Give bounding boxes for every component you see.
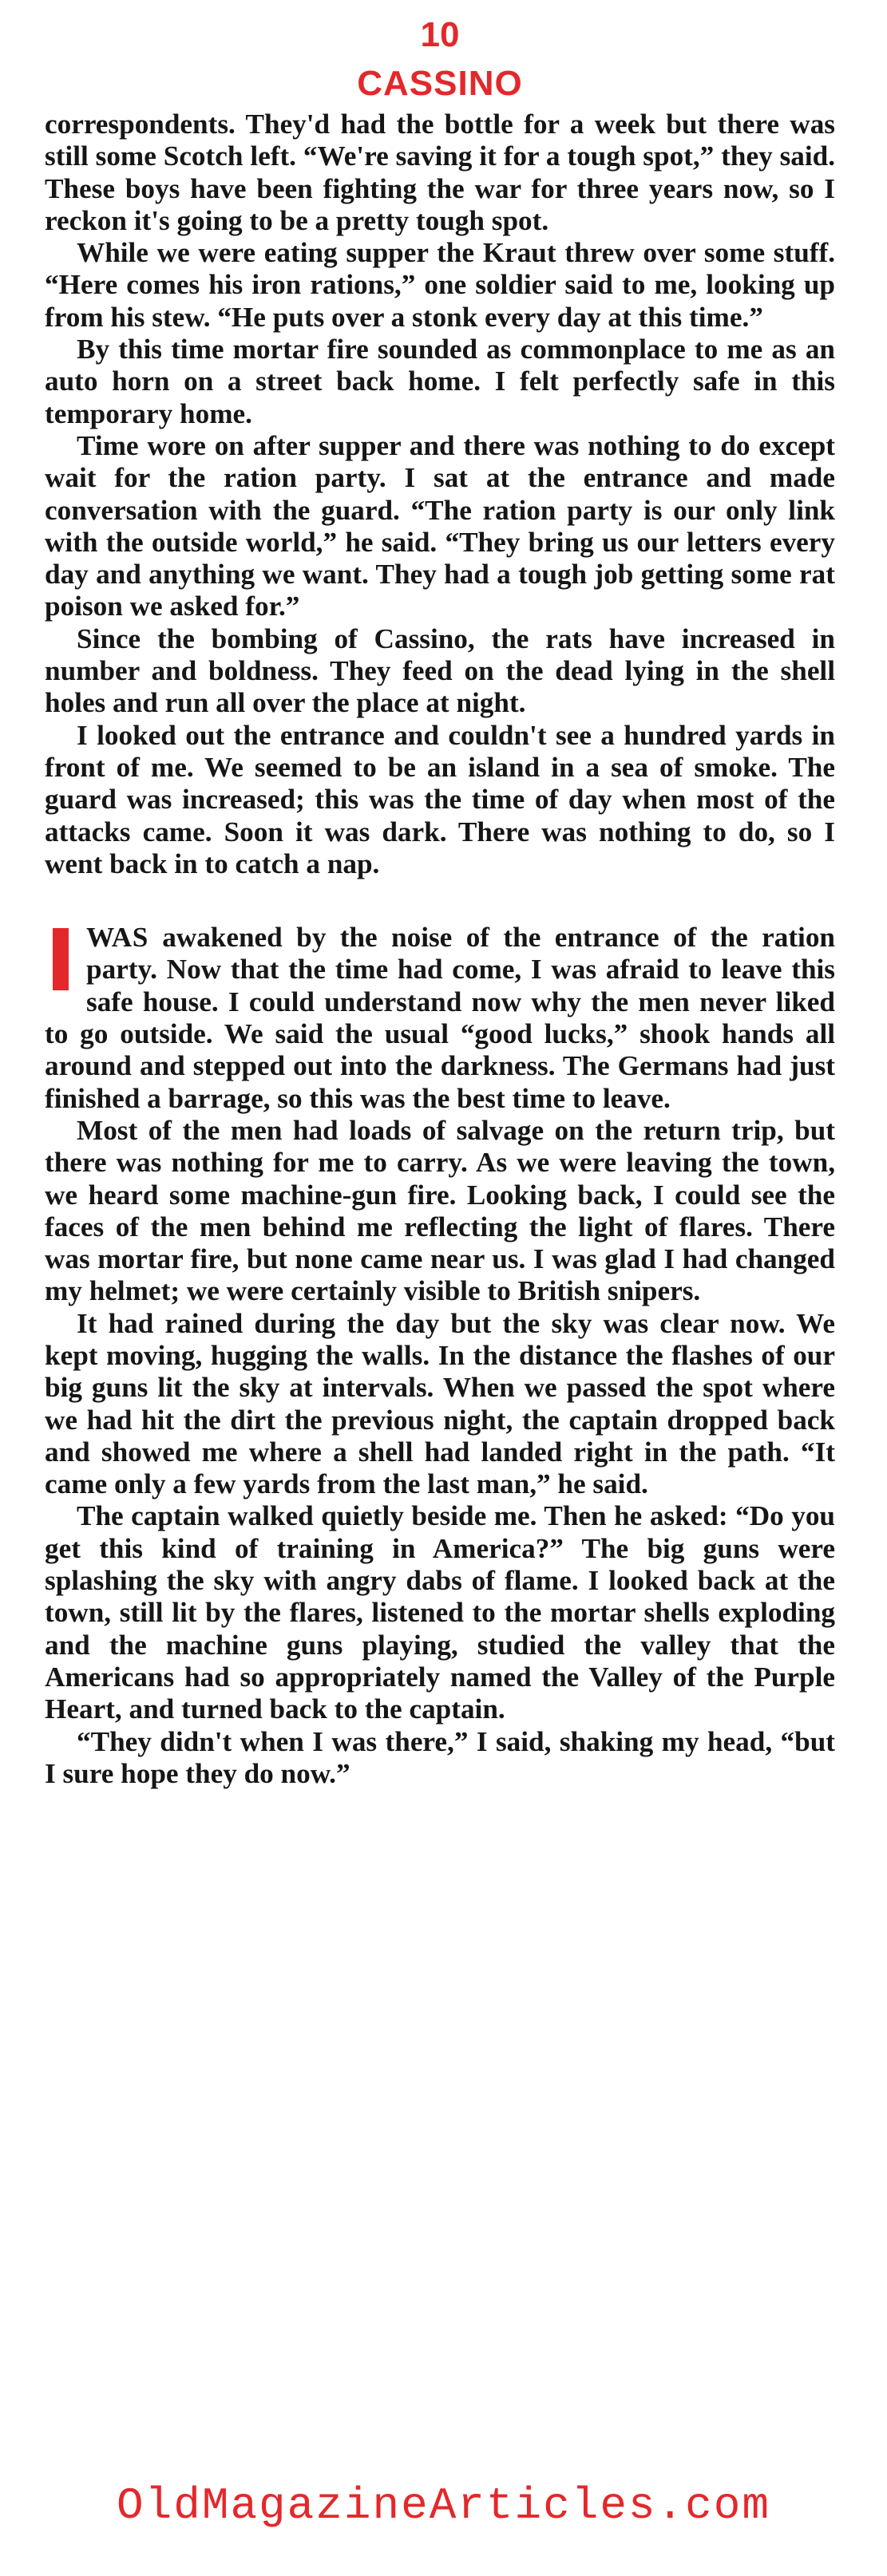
- paragraph: “They didn't when I was there,” I said, shaking my head, “but I sure hope they do now.”: [45, 1725, 835, 1789]
- paragraph: While we were eating supper the Kraut threw over some stuff. “Here comes his iron rations,” one soldier said to me, looking up from his stew. “He puts over a stonk every day at this time.”: [45, 237, 835, 333]
- paragraph: Since the bombing of Cassino, the rats have increased in number and boldness. They feed on the dead lying in the shell holes and run all over the place at night.: [45, 622, 835, 719]
- dropcap-paragraph: [45, 922, 835, 1115]
- page: [45, 14, 835, 1790]
- dropcap-lead: WAS: [86, 922, 148, 954]
- page-number: 10: [420, 15, 460, 54]
- paragraph: correspondents. They'd had the bottle for a week but there was still some Scotch left. “We're saving it for a tough spot,” they said. These boys have been fighting the war for three years now, so I reckon it's going to be a pretty tough spot.: [45, 109, 835, 236]
- drop-cap-bar: [53, 928, 69, 990]
- paragraph: By this time mortar fire sounded as commonplace to me as an auto horn on a street back home. I felt perfectly safe in this temporary home.: [45, 334, 835, 429]
- paragraph: The captain walked quietly beside me. Then he asked: “Do you get this kind of training in America?” The big guns were splashing the sky with angry dabs of flame. I looked back at the town, still lit by the flares, listened to the mortar shells exploding and the machine guns playing, studied the valley that the Americans had so appropriately named the Valley of the Purple Heart, and turned back to the captain.: [45, 1500, 835, 1725]
- paragraph: Time wore on after supper and there was nothing to do except wait for the ration party. I sat at the entrance and made conversation with the guard. “The ration party is our only link with the outside world,” he said. “They bring us our letters every day and anything we want. They had a tough job getting some rat poison we asked for.”: [45, 429, 835, 622]
- article-body: [45, 109, 835, 1790]
- paragraph: I looked out the entrance and couldn't see a hundred yards in front of me. We seemed to be an island in a sea of smoke. The guard was increased; this was the time of day when most of the attacks came. Soon it was dark. There was nothing to do, so I went back in to catch a nap.: [45, 719, 835, 879]
- paragraph: It had rained during the day but the sky was clear now. We kept moving, hugging the walls. In the distance the flashes of our big guns lit the sky at intervals. When we passed the spot where we had hit the dirt the previous night, the captain dropped back and showed me where a shell had landed right in the path. “It came only a few yards from the last man,” he said.: [45, 1307, 835, 1500]
- paragraph: Most of the men had loads of salvage on the return trip, but there was nothing for me to carry. As we were leaving the town, we heard some machine-gun fire. Looking back, I could see the faces of the men behind me reflecting the light of flares. There was mortar fire, but none came near us. I was glad I had changed my helmet; we were certainly visible to British snipers.: [45, 1114, 835, 1307]
- footer-watermark: OldMagazineArticles.com: [117, 2480, 770, 2531]
- section-title: CASSINO: [357, 64, 523, 103]
- section-break: [45, 880, 835, 922]
- dropcap-rest: awakened by the noise of the entrance of the ration party. Now that the time had come, I was afraid to leave this safe house. I could understand now why the men never liked to go outside. We said the usual “good lucks,” shook hands all around and stepped out into the darkness. The Germans had just finished a barrage, so this was the best time to leave.: [45, 922, 835, 1114]
